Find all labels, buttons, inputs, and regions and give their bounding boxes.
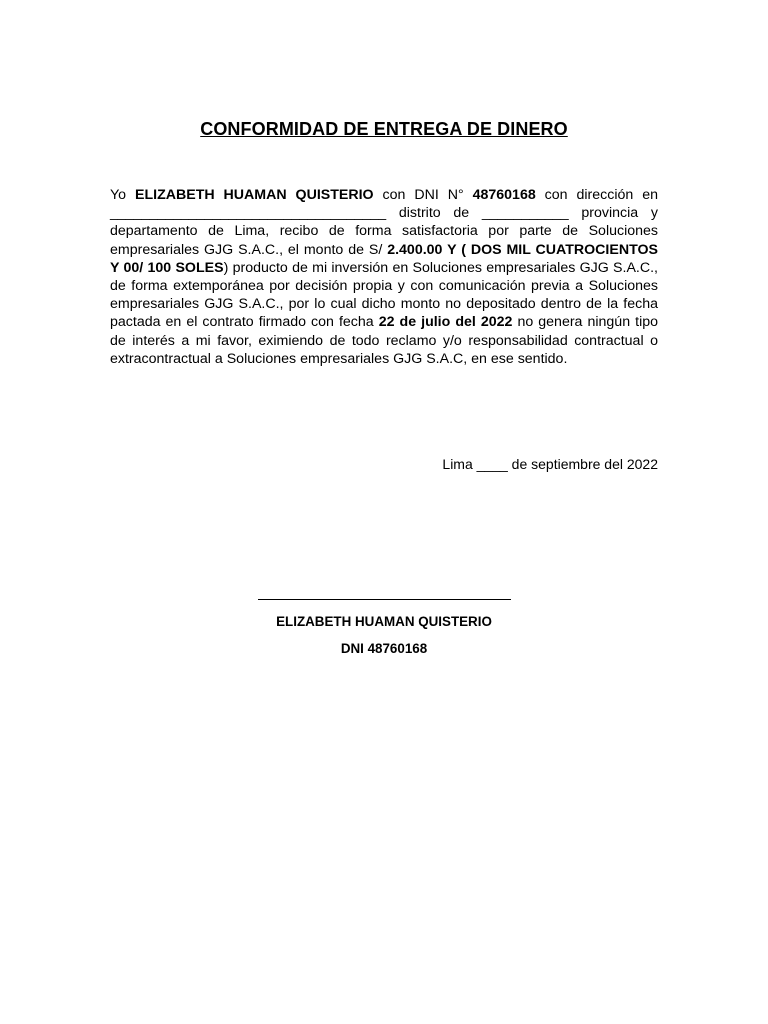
body-text-4: ) producto de mi inversión en Soluciones empresariales GJG S.A.C., de forma extemporánea por decisión propia y con comunicación previa a Soluciones empresariales GJG S.A.C., por lo cual dicho monto no depositado dentro de la fecha pactada en el contrato firmado con fecha <box>110 259 658 331</box>
document-title: CONFORMIDAD DE ENTREGA DE DINERO <box>200 119 568 139</box>
body-text-1: Yo <box>110 187 135 203</box>
body-text-2: con DNI N° <box>373 187 473 203</box>
place-date: Lima ____ de septiembre del 2022 <box>442 456 658 472</box>
signature-name: ELIZABETH HUAMAN QUISTERIO <box>276 614 492 629</box>
declarant-name: ELIZABETH HUAMAN QUISTERIO <box>135 187 374 203</box>
signature-line <box>258 599 511 600</box>
body-paragraph <box>110 186 658 368</box>
body-text-3: con dirección en ___________________________________ distrito de ___________ provincia y departamento de Lima, recibo de forma satisfactoria por parte de Soluciones empresariales GJG S.A.C., el monto de S/ <box>110 187 659 258</box>
declarant-dni: 48760168 <box>472 187 536 203</box>
amount-text: 2.400.00 Y ( DOS MIL CUATROCIENTOS Y 00/ 100 SOLES <box>110 241 658 276</box>
body-text-5: no genera ningún tipo de interés a mi favor, eximiendo de todo reclamo y/o responsabilidad contractual o extracontractual a Soluciones empresariales GJG S.A.C, en ese sentido. <box>110 314 658 367</box>
signature-dni: DNI 48760168 <box>340 641 428 656</box>
contract-date: 22 de julio del 2022 <box>378 314 513 331</box>
